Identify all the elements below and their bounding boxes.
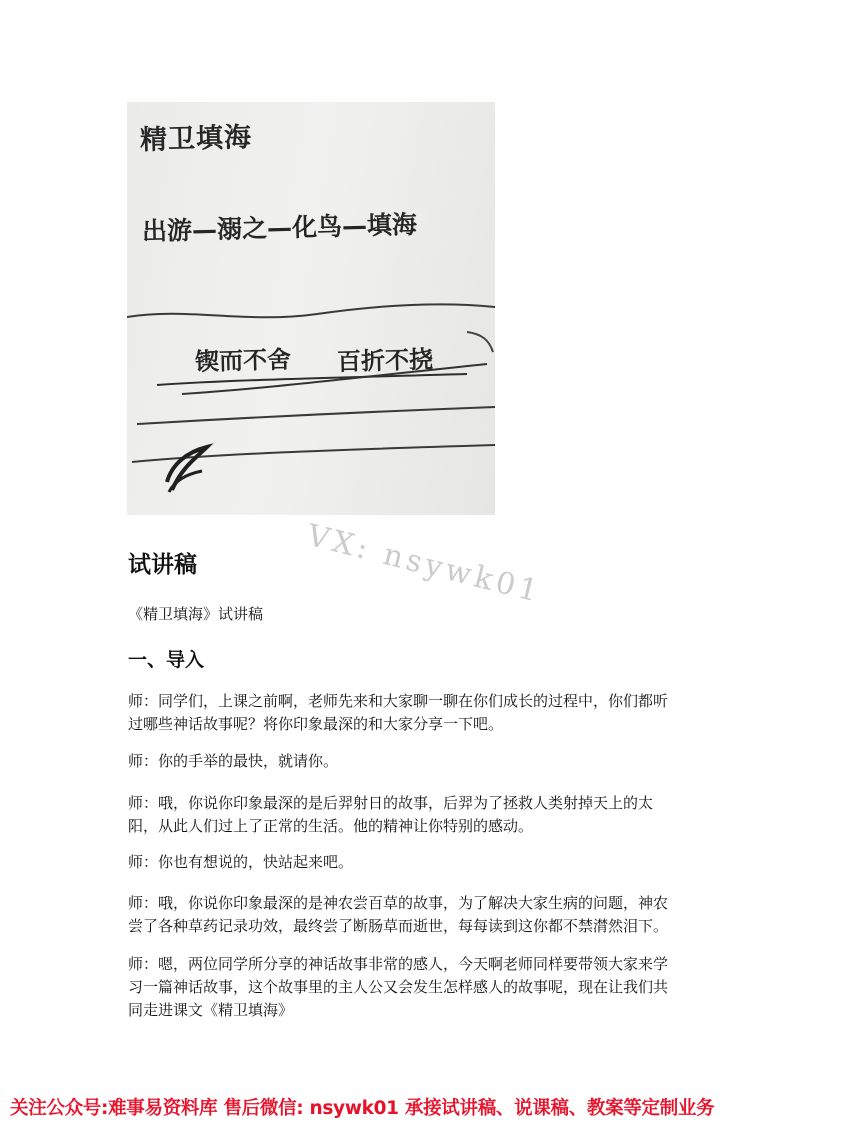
footer-banner: 关注公众号:难事易资料库 售后微信: nsywk01 承接试讲稿、说课稿、教案等定制业务 xyxy=(10,1098,715,1119)
paragraph: 师：你的手举的最快，就请你。 xyxy=(128,752,339,770)
page-title: 试讲稿 xyxy=(128,552,197,578)
paragraph: 师：嗯，两位同学所分享的神话故事非常的感人，今天啊老师同样要带领大家来学 习一篇神话故事，这个故事里的主人公又会发生怎样感人的故事呢，现在让我们共 同走进课文《精卫填海》 xyxy=(128,955,669,1019)
handwriting-strokes xyxy=(127,102,495,515)
paragraph: 师：你也有想说的，快站起来吧。 xyxy=(128,853,354,871)
paragraph: 师：哦，你说你印象最深的是后羿射日的故事，后羿为了拯救人类射掉天上的太 阳，从此人们过上了正常的生活。他的精神让你特别的感动。 xyxy=(128,794,654,835)
section-heading: 一、导入 xyxy=(128,649,205,671)
watermark: VX: nsywk01 xyxy=(303,518,546,611)
paragraph: 师：同学们，上课之前啊，老师先来和大家聊一聊在你们成长的过程中，你们都听 过哪些神话故事呢？将你印象最深的和大家分享一下吧。 xyxy=(128,692,669,733)
handwriting-idiom-2: 百折不挠 xyxy=(336,345,434,376)
handwriting-story-outline: 出游—溺之—化鸟—填海 xyxy=(141,209,418,246)
handwritten-notes-photo xyxy=(127,102,495,515)
handwriting-title: 精卫填海 xyxy=(139,122,253,156)
document-subtitle: 《精卫填海》试讲稿 xyxy=(128,605,264,623)
handwriting-idiom-1: 锲而不舍 xyxy=(194,345,292,376)
paragraph: 师：哦，你说你印象最深的是神农尝百草的故事，为了解决大家生病的问题，神农 尝了各种草药记录功效，最终尝了断肠草而逝世，每每读到这你都不禁潸然泪下。 xyxy=(128,894,669,935)
